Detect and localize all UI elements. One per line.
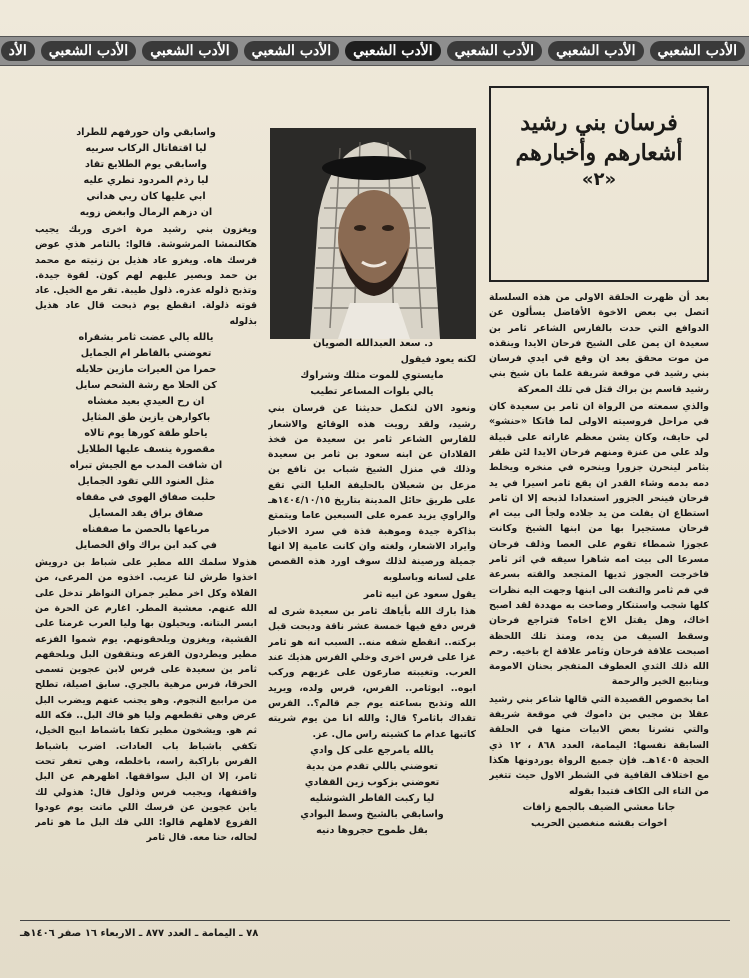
verse-line: ان رح العيدي بعيد مغشاه bbox=[87, 396, 205, 408]
verse-line: مثل العنود اللي تقود الجمايل bbox=[77, 476, 215, 488]
verse-line: ليا اقتفاتال الركاب سربيه bbox=[85, 143, 207, 154]
column-middle bbox=[268, 352, 476, 902]
column-left bbox=[35, 126, 257, 902]
verse-line: حمرا من العيرات مازين حلايله bbox=[75, 364, 217, 376]
verse-line: يالله يالي عضت ثامر بشقراه bbox=[78, 332, 214, 344]
article-title-line1: فرسان بني رشيد bbox=[520, 110, 678, 136]
verse-line: ان دزهم الرمال وابغض زويه bbox=[79, 207, 213, 218]
verse-line: تعوضني بزكوب زين القفادي bbox=[304, 776, 440, 788]
verse-line: بقل طموح حجروها دنيه bbox=[316, 824, 428, 836]
verse-line: مرباعها بالحصن ما صففناه bbox=[82, 524, 210, 536]
banner-item: الأد bbox=[1, 41, 35, 61]
banner-item: الأدب الشعبي bbox=[244, 41, 339, 61]
verse-line: تعوضني باللي تقدم من بدية bbox=[306, 760, 438, 772]
body-paragraph: هذولا سلمك الله مطير على شباط بن درويش اخذوا طرش لنا عزيب. اخذوه من المرعى، من الفلاة وكل اخر مطير جمران النواظر تدخل على الله عنهم. معشية المطر. اغارم عن الحرة من ابسر البتانه. ويحيلون بها وليا العرب غرمنا على القشية، ويغزون ويلحقونهم. يوم شموا الفزعه مطير ويطردون الفزعه ويتقفون البل ويلحقهم ثامر بن سعيدة على فرس لابن عجوين تسمى الحرقا، فرس مرهية بالجري. سابق اصيلة، تطلح من مرابيع النجوم. وهو يجنب عنهم ويضرب البل عرض وهي تقطعهم وليا هو فاك البل.. فكه الله ثم هو. ويشخون مطير تكفا باشماط ابيح الخيل، تكفي باشباط باب العادات. اضرب باشباط الفرس باراكبة راسه، باخلطه، وهي تعفر تحت ثامر، إلا ان البل سواقفها. اظهرهم عن البل واقتفها، ويجيب فرس وذلول قال: هذولي لك يابن عجوين عن فرسك اللي ماتت يوم عودوا الفزوع لاهلهم قالوا: اللي فك البل ما هو ثامر لحاله، حنا معه. قال ثامر bbox=[35, 557, 257, 844]
verse-line: في كبد ابن براك واق الخصايل bbox=[75, 540, 217, 552]
footer-divider bbox=[20, 920, 730, 921]
author-photo bbox=[270, 128, 476, 339]
verse-line: جانا معشي الضيف بالجمع زافات bbox=[522, 801, 676, 813]
verse-line: ابي عليها كان ربي هداني bbox=[86, 191, 206, 202]
verse-line: ليا رذم المردود تطري عليه bbox=[83, 175, 209, 186]
banner-item: الأدب الشعبي bbox=[447, 41, 542, 61]
verse-line: يالله يامرجع على كل وادي bbox=[310, 744, 434, 756]
body-paragraph: لكنه يعود فيقول bbox=[400, 354, 476, 365]
verse-line: واسابقي وان حورفهم للطراد bbox=[76, 127, 216, 138]
banner-item: الأدب الشعبي bbox=[41, 41, 136, 61]
column-right bbox=[489, 86, 709, 902]
verse-line: واسابقي بالشيخ وسط البوادي bbox=[300, 808, 444, 820]
title-box bbox=[489, 86, 709, 282]
body-paragraph: والذي سمعته من الرواة ان ثامر بن سعيدة كان في مراحل فروسيته الاولى لما فاتكا «حنشو» لي حايف، وكان يشن معظم غاراته على قبيلة ولد علي من عنزة ومنهم فرحان الايدا لئن ظفر بثامر لينحرن جزورا وينحره في منخره ويخلط دمه بدمه وشاء القدر ان يقع ثامر اسيرا في يد فرحان فينحر الجزور استعدادا لذبحه إلا ان ثامر استطاع ان يفلت من يد جلاده ولجأ الى بيت ام فرحان مستجيرا بها من ابنها الشيخ وكانت عجوزا شمطاء تقوم على العصا وذلف فرحان مسرعا الى بيت امه شاهرا سيفه في اثر ثامر فاخرجت العجوز ثديها المتجعد والقته بسرعة في فم ثامر والتفت الى ابنها وجهت اليه نظرات كلها شجب واستنكار وصاحت به مهددة لقد اصبح اخاك، وهل يقتل الاخ اخاه؟ فتراجع فرحان وسقط السيف من يده، ومنذ تلك اللحظة اصبحت علاقة فرحان وثامر علاقة اخ باخيه. رحم الله ذلك الثدي العطوف المتفجر بحنان الامومة وينابيع الخير والرحمة bbox=[489, 401, 709, 688]
intro-paragraph: بعد أن ظهرت الحلقة الاولى من هذه السلسلة اتصل بي بعض الاخوة الأفاضل يسألون عن الدوافع التي حدت بالفارس الشاعر ثامر بن سعيدة ان يمن على الشيخ فرحان الايدا وينقذه من موت محقق بعد ان وقع في ايدي فرسان بني رشيد في موقعة شريفة علما بان شيخ بني رشيد قاسم بن براك قتل في تلك المعركة bbox=[489, 292, 709, 395]
verse-line: حلبت صفاق الهوى في مقفاه bbox=[76, 492, 216, 504]
body-paragraph: يقول سعود عن ابيه ثامر bbox=[363, 588, 476, 600]
banner-item: الأدب الشعبي bbox=[548, 41, 643, 61]
body-paragraph: اما بخصوص القصيدة التي قالها شاعر بني رشيد عقلا بن مجبي بن داموك في موقعة شريفة والتي نشرنا بعض الابيات منها في الحلقة السابقة نفسها: اليمامة، العدد ٨٦٨ ، ١٢ ذي الحجة ١٤٠٥هـ. فإن جميع الرواة يوردونها هكذا مع اختلاف القافية في الشطر الاول حيث تتغير من التاء الى الكاف فتبدا بقوله bbox=[489, 693, 709, 797]
banner-item: الأدب الشعبي bbox=[650, 41, 745, 61]
banner-item: الأدب الشعبي bbox=[345, 41, 440, 61]
verse-line: واسابقي يوم الطلايع تقاد bbox=[85, 159, 207, 170]
verse-line: كن الحلا مع رشة الشحم سايل bbox=[75, 380, 217, 392]
body-paragraph: ونعود الان لنكمل حديثنا عن فرسان بني رشيد، ولقد رويت هذه الوقائع والاشعار للفارس الشاعر ثامر بن سعيدة من فخذ القلادان عن ابنه سعود بن ثامر بن سعيدة وذلك في منزل الشيخ شباب بن نافع بن مزعل بن شعيلان بالحليفة العليا التي تقع على طريق حائل المدينة بتاريخ ١٤٠٤/١٠/١٥هـ والراوي يزيد عمره على السبعين عاما ويتمتع بذاكرة جيدة وموهبة فذة في سرد الاخبار وايراد الاشعار، ولغته وان كانت عامية إلا انها جميلة ورصينة لذلك سوف اورد هذه القصص على لسانه وباسلوبه bbox=[268, 403, 476, 583]
section-banner bbox=[0, 36, 749, 66]
body-paragraph: ويغزون بني رشيد مرة اخرى وربك يجيب هكالنمشا المرشوشة. قالوا: يالثامر هذي عوض فرسك هاه. ويغزو عاد هذيل بن زنيته مع محمد بن حمد وبصير عليهم لهم كون. لقوة جيدة. وتذبح ذلوله عذره. ذلول طيبة. تقر مع الخيل. عاد قوته ذلولة. انقطع يوم ذبحت قال عاد هذيل بذلوله bbox=[35, 224, 257, 327]
verse-line: مقصورة ينسف عليها الطلايل bbox=[76, 444, 216, 456]
verse-line: يالي بلوات المساعر تطيب bbox=[310, 386, 434, 398]
verse-line: اخوات بقشه منغصين الحريب bbox=[530, 817, 668, 829]
page-footer: ٧٨ ـ اليمامة ـ العدد ٨٧٧ ـ الاربعاء ١٦ صفر ١٤٠٦هـ bbox=[20, 928, 259, 939]
verse-line: ان شافت المدب مع الجيش تبراه bbox=[69, 460, 223, 472]
photo-caption: د. سعد العبدالله الصويان bbox=[313, 338, 433, 349]
article-title-line2: أشعارهم وأخبارهم bbox=[515, 140, 683, 166]
banner-track bbox=[1, 41, 749, 61]
article-part-number: «٢» bbox=[581, 169, 617, 190]
verse-line: تعوضني بالقاطر ام الجمايل bbox=[80, 348, 212, 360]
verse-line: ليا ركبت القاطر الشوشليه bbox=[309, 792, 435, 804]
verse-line: مايستوي للموت مثلك وشراوك bbox=[300, 370, 444, 382]
verse-line: باكوارهن يازين طق المثايل bbox=[81, 412, 211, 424]
banner-item: الأدب الشعبي bbox=[142, 41, 237, 61]
verse-line: صفاق براق يقد المسايل bbox=[88, 508, 204, 520]
body-paragraph: هذا بارك الله بأياهك ثامر بن سعيدة شرى له فرس دفع فيها خمسة عشر ناقة ودبحت قبل بركته.. انقطع شفه منه.. السبب انه هو ثامر غزا على فرس اخرى وخلي الفرس هذيك عند العرب. وتغيبته صارعون على غزيهم وركب ابوه.. ابوثامر.. الفرس، فرس ولده، ويريد الله وتذبح بساعته يوم جم قالم؟.. الفرس تقداك باثامر؟ قال: والله انا من يوم شريته كاتبها عدام ما كشيته راس مال. عز. bbox=[268, 606, 476, 740]
verse-line: ياحلو طقة كورها يوم تالاه bbox=[84, 428, 208, 440]
portrait-illustration bbox=[270, 128, 476, 339]
